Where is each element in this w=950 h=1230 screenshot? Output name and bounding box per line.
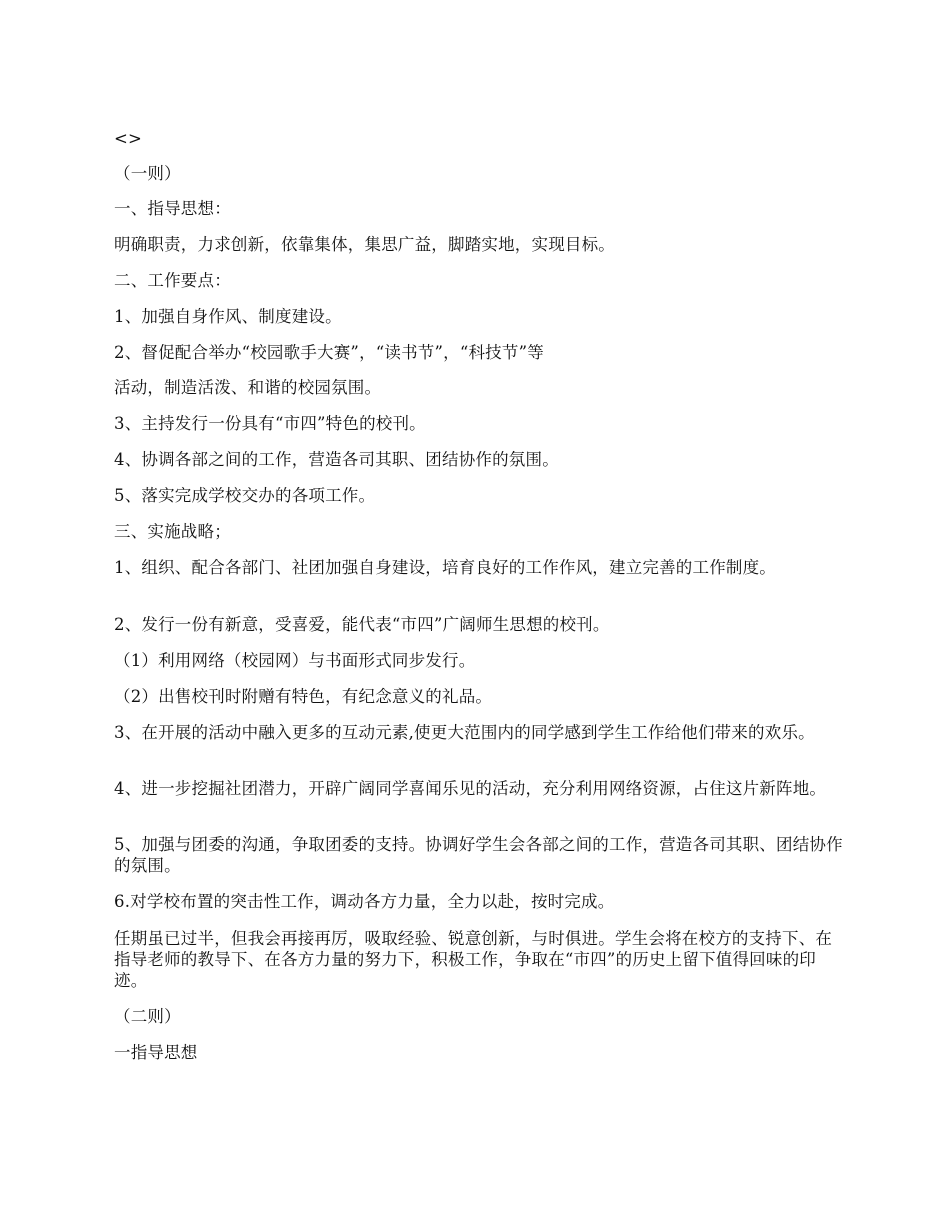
paragraph-closing-statement: 任期虽已过半，但我会再接再厉，吸取经验、锐意创新，与时俱进。学生会将在校方的支持下、在指导老师的教导下、在各方力量的努力下，积极工作，争取在“市四”的历史上留下值得回味的印迹。: [114, 929, 833, 990]
list-item-strategy-1: 1、组织、配合各部门、社团加强自身建设，培育良好的工作作风，建立完善的工作制度。: [114, 558, 776, 577]
list-item-work-point-3: 3、主持发行一份具有“市四”特色的校刊。: [114, 414, 426, 433]
paragraph-guiding-thought: 明确职责，力求创新，依靠集体，集思广益，脚踏实地，实现目标。: [114, 235, 615, 254]
heading-guiding-thought-part-two: 一指导思想: [114, 1043, 198, 1062]
heading-work-points: 二、工作要点：: [114, 271, 231, 290]
list-item-strategy-5: 5、加强与团委的沟通，争取团委的支持。协调好学生会各部之间的工作，营造各司其职、团结协作的氛围。: [114, 835, 843, 875]
sub-item-strategy-2-2: （2）出售校刊时附赠有特色，有纪念意义的礼品。: [114, 687, 493, 706]
section-label-part-two: （二则）: [114, 1007, 181, 1026]
list-item-strategy-3: 3、在开展的活动中融入更多的互动元素,使更大范围内的同学感到学生工作给他们带来的欢乐。: [114, 723, 815, 742]
list-item-work-point-4: 4、协调各部之间的工作，营造各司其职、团结协作的氛围。: [114, 450, 559, 469]
list-item-work-point-5: 5、落实完成学校交办的各项工作。: [114, 486, 376, 505]
heading-implementation-strategy: 三、实施战略；: [114, 522, 231, 541]
list-item-strategy-6: 6.对学校布置的突击性工作，调动各方力量，全力以赴，按时完成。: [114, 892, 615, 911]
heading-guiding-thought: 一、指导思想：: [114, 199, 231, 218]
list-item-work-point-1: 1、加强自身作风、制度建设。: [114, 307, 342, 326]
document-title-placeholder: <>: [114, 129, 143, 148]
section-label-part-one: （一则）: [114, 164, 181, 183]
sub-item-strategy-2-1: （1）利用网络（校园网）与书面形式同步发行。: [114, 651, 476, 670]
list-item-strategy-2: 2、发行一份有新意，受喜爱，能代表“市四”广阔师生思想的校刊。: [114, 615, 610, 634]
list-item-strategy-4: 4、进一步挖掘社团潜力，开辟广阔同学喜闻乐见的活动，充分利用网络资源，占住这片新阵地。: [114, 779, 827, 798]
list-item-work-point-2-continued: 活动，制造活泼、和谐的校园氛围。: [114, 378, 382, 397]
list-item-work-point-2: 2、督促配合举办“校园歌手大赛”，“读书节”，“科技节”等: [114, 343, 544, 362]
